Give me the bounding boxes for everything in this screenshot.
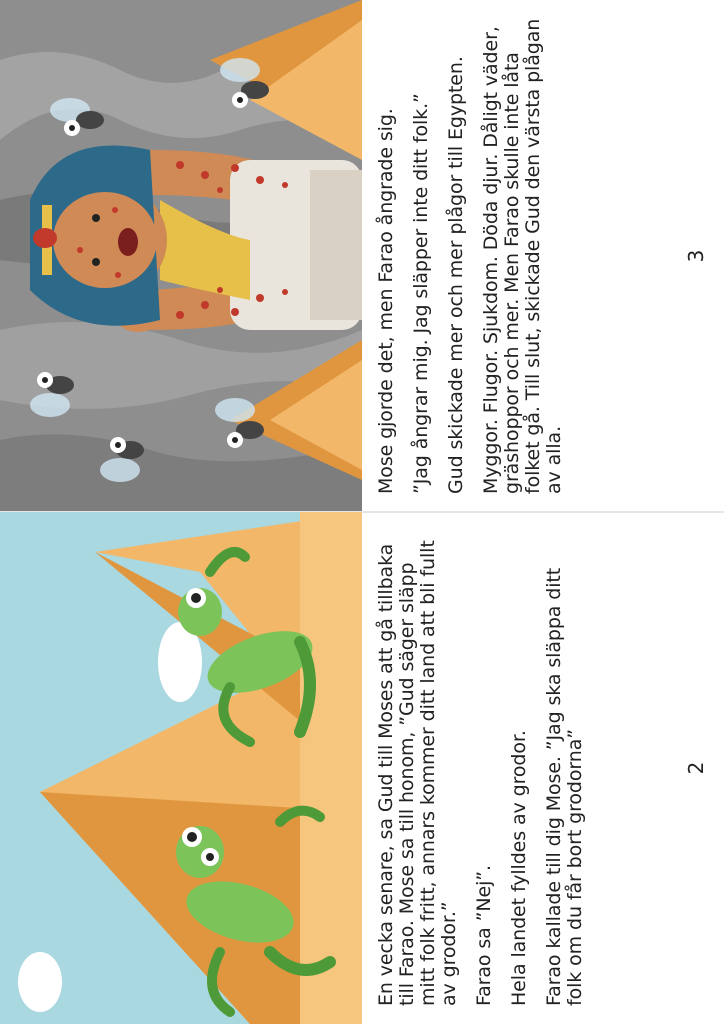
page-2-paragraph-3: Hela landet fylldes av grodor. [508, 730, 530, 1006]
pharaoh-illustration [0, 0, 362, 512]
illustration-pharaoh [0, 0, 362, 512]
frogs-illustration [0, 512, 362, 1024]
page-2 [0, 512, 724, 1024]
page-number: 3 [684, 249, 708, 263]
page-3-paragraph-4: Myggor. Flugor. Sjukdom. Döda djur. Dåligt väder, gräshoppor och mer. Men Farao skulle inte låta folket gå. Till slut, skickade Gud den värsta plågan av alla. [480, 18, 565, 494]
page-2-paragraph-4: Farao kallade till dig Mose. ”Jag ska släppa ditt folk om du får bort grodorna” [543, 567, 586, 1006]
page-2-paragraph-2: Farao sa ”Nej”. [473, 865, 495, 1006]
page-3-paragraph-2: ”Jag ångrar mig. Jag släpper inte ditt folk.” [410, 93, 432, 494]
page-3-paragraph-3: Gud skickade mer och mer plågor till Egypten. [445, 56, 467, 494]
page-number: 2 [684, 761, 708, 775]
page-2-paragraph-1: En vecka senare, sa Gud till Moses att gå tillbaka till Farao. Mose sa till honom, ”Gud säger släpp mitt folk fritt, annars kommer ditt land att bli fullt av grodor.” [375, 540, 460, 1006]
illustration-frogs [0, 512, 362, 1024]
page-3-paragraph-1: Mose gjorde det, men Farao ångrade sig. [375, 108, 397, 494]
page-3-text-panel [362, 0, 724, 512]
page-2-text-panel [362, 512, 724, 1024]
